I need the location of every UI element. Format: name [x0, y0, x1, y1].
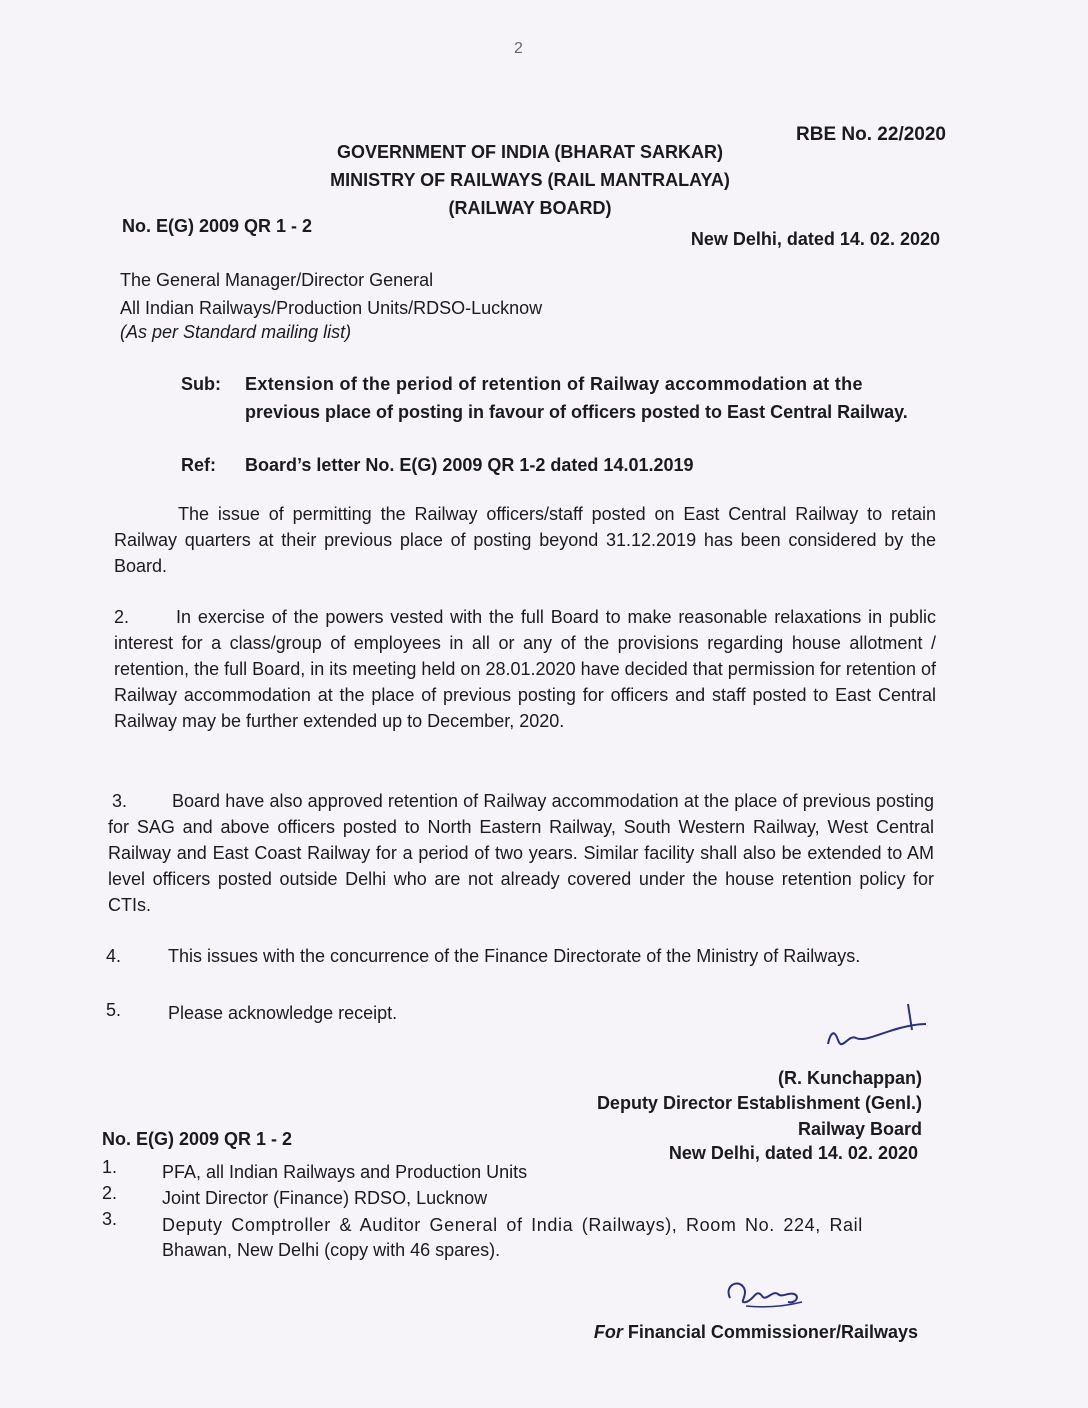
copy-item-1-number: 1.: [102, 1157, 118, 1177]
addressee-line-2: All Indian Railways/Production Units/RDSO-Lucknow: [120, 298, 543, 318]
paragraph-1: The issue of permitting the Railway officers/staff posted on East Central Railway to retain Railway quarters at their previous place of posting beyond 31.12.2019 has been considered by the Board.: [114, 504, 936, 576]
header-line-1: GOVERNMENT OF INDIA (BHARAT SARKAR): [337, 142, 723, 162]
signature-initials: [808, 994, 938, 1064]
paragraph-2: In exercise of the powers vested with the full Board to make reasonable relaxations in public interest for a class/group of employees in all or any of the provisions regarding house allotment / retention, the full Board, in its meeting held on 28.01.2020 have decided that permission for retention of Railway accommodation at the place of previous posting for officers and staff posted to East Central Railway may be further extended up to December, 2020.: [114, 607, 936, 731]
addressee-line-1: The General Manager/Director General: [120, 270, 434, 290]
reference-text: Board’s letter No. E(G) 2009 QR 1-2 dated 14.01.2019: [245, 455, 694, 475]
subject-line-2: previous place of posting in favour of officers posted to East Central Railway.: [245, 402, 908, 422]
addressee-line-3: (As per Standard mailing list): [120, 322, 352, 342]
copy-item-3-number: 3.: [102, 1209, 118, 1229]
reference-label: Ref:: [181, 455, 216, 475]
paragraph-2-number: 2.: [114, 607, 130, 627]
final-signatory: [594, 1322, 918, 1343]
copy-item-1: PFA, all Indian Railways and Production Units: [162, 1162, 528, 1182]
copy-item-2: Joint Director (Finance) RDSO, Lucknow: [162, 1188, 488, 1208]
signatory-office: Railway Board: [797, 1119, 922, 1139]
copy-place-date: New Delhi, dated 14. 02. 2020: [668, 1143, 918, 1163]
final-signatory-text: Financial Commissioner/Railways: [622, 1322, 918, 1342]
rbe-number: RBE No. 22/2020: [796, 124, 946, 145]
signatory-name: (R. Kunchappan): [778, 1068, 922, 1088]
subject-line-1: Extension of the period of retention of Railway accommodation at the: [245, 374, 863, 394]
final-signatory-prefix: For: [593, 1322, 623, 1342]
copy-item-3-line-1: Deputy Comptroller & Auditor General of India (Railways), Room No. 224, Rail: [162, 1215, 863, 1235]
paragraph-3: Board have also approved retention of Railway accommodation at the place of previous posting for SAG and above officers posted to North Eastern Railway, South Western Railway, West Central Railway and East Coast Railway for a period of two years. Similar facility shall also be extended to AM level officers posted outside Delhi who are not already covered under the house retention policy for CTIs.: [108, 791, 934, 915]
paragraph-4: This issues with the concurrence of the Finance Directorate of the Ministry of Railways.: [168, 946, 861, 966]
file-number: No. E(G) 2009 QR 1 - 2: [122, 216, 313, 236]
header-line-2: MINISTRY OF RAILWAYS (RAIL MANTRALAYA): [330, 170, 730, 190]
header-line-3: (RAILWAY BOARD): [448, 198, 612, 218]
copy-item-3-line-2: Bhawan, New Delhi (copy with 46 spares).: [162, 1240, 501, 1260]
paragraph-3-number: 3.: [112, 791, 128, 811]
paragraph-4-number: 4.: [106, 946, 122, 966]
copy-file-number: No. E(G) 2009 QR 1 - 2: [102, 1129, 293, 1149]
subject-label: Sub:: [181, 374, 221, 394]
copy-item-2-number: 2.: [102, 1183, 118, 1203]
paragraph-5: Please acknowledge receipt.: [168, 1003, 398, 1023]
paragraph-5-number: 5.: [106, 1000, 122, 1020]
finance-signature: [716, 1268, 816, 1318]
page-mark: 2: [514, 40, 523, 57]
signatory-designation: Deputy Director Establishment (Genl.): [596, 1093, 922, 1113]
show-through-text: [90, 110, 94, 126]
place-date: New Delhi, dated 14. 02. 2020: [690, 229, 940, 249]
